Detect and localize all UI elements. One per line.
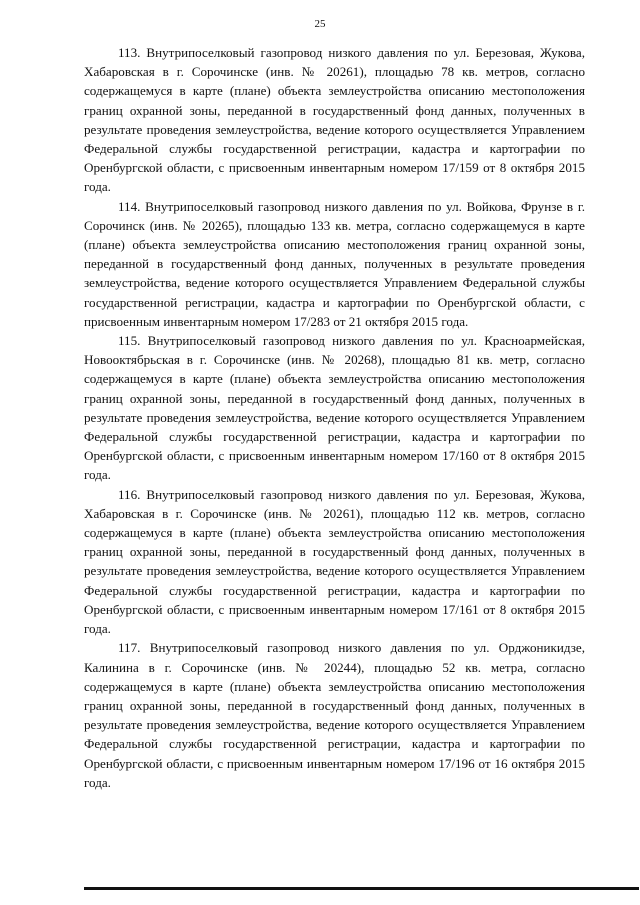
paragraph-116: 116. Внутрипоселковый газопровод низкого давления по ул. Березовая, Жукова, Хабаровская в г. Сорочинске (инв. № 20261), площадью 112 кв. метров, согласно содержащемуся в карте (плане) объекта землеустройства описанию местоположения границ охранной зоны, переданной в государственный фонд данных, полученных в результате проведения землеустройства, ведение которого осуществляется Управлением Федеральной службы государственной регистрации, кадастра и картографии по Оренбургской области, с присвоенным инвентарным номером 17/161 от 8 октября 2015 года. (84, 486, 585, 637)
paragraph-115: 115. Внутрипоселковый газопровод низкого давления по ул. Красноармейская, Новооктябрьская в г. Сорочинске (инв. № 20268), площадью 81 кв. метр, согласно содержащемуся в карте (плане) объекта землеустройства описанию местоположения границ охранной зоны, переданной в государственный фонд данных, полученных в результате проведения землеустройства, ведение которого осуществляется Управлением Федеральной службы государственной регистрации, кадастра и картографии по Оренбургской области, с присвоенным инвентарным номером 17/160 от 8 октября 2015 года. (84, 333, 585, 483)
page-number: 25 (314, 18, 326, 30)
paragraph-113: 113. Внутрипоселковый газопровод низкого давления по ул. Березовая, Жукова, Хабаровская в г. Сорочинске (инв. № 20261), площадью 78 кв. метров, согласно содержащемуся в карте (плане) объекта землеустройства описанию местоположения границ охранной зоны, переданной в государственный фонд данных, полученных в результате проведения землеустройства, ведение которого осуществляется Управлением Федеральной службы государственной регистрации, кадастра и картографии по Оренбургской области, с присвоенным инвентарным номером 17/159 от 8 октября 2015 года. (84, 45, 585, 195)
paragraph-117: 117. Внутрипоселковый газопровод низкого давления по ул. Орджоникидзе, Калинина в г. Сорочинске (инв. № 20244), площадью 52 кв. метра, согласно содержащемуся в карте (плане) объекта землеустройства описанию местоположения границ охранной зоны, переданной в государственный фонд данных, полученных в результате проведения землеустройства, ведение которого осуществляется Управлением Федеральной службы государственной регистрации, кадастра и картографии по Оренбургской области, с присвоенным инвентарным номером 17/196 от 16 октября 2015 года. (84, 640, 585, 790)
bottom-rule (84, 887, 639, 890)
document-body (84, 43, 585, 792)
paragraph-114: 114. Внутрипоселковый газопровод низкого давления по ул. Войкова, Фрунзе в г. Сорочинск (инв. № 20265), площадью 133 кв. метра, согласно содержащемуся в карте (плане) объекта землеустройства описанию местоположения границ охранной зоны, переданной в государственный фонд данных, полученных в результате проведения землеустройства, ведение которого осуществляется Управлением Федеральной службы государственной регистрации, кадастра и картографии по Оренбургской области, с присвоенным инвентарным номером 17/283 от 21 октября 2015 года. (84, 198, 585, 329)
